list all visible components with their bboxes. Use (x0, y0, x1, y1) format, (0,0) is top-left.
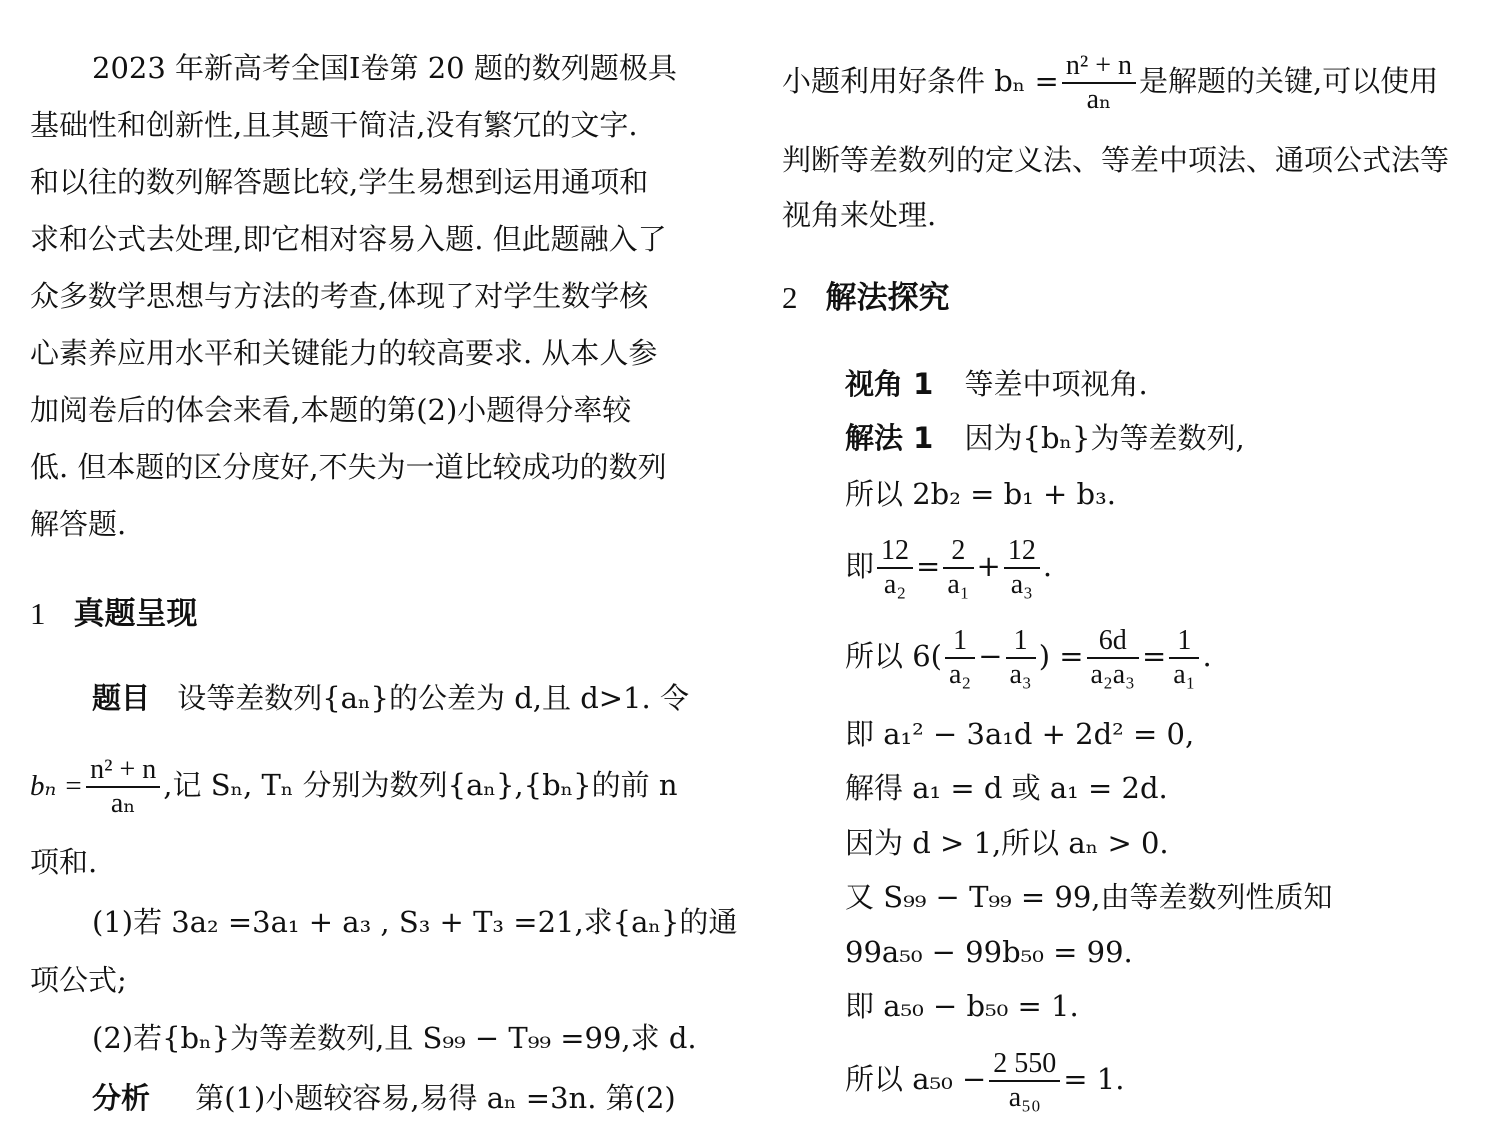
analysis-cont: 视角来处理. (782, 198, 937, 232)
intro-line: 和以往的数列解答题比较,学生易想到运用通项和 (30, 165, 649, 199)
section-title: 解法探究 (825, 280, 950, 316)
operator: = (1141, 639, 1167, 673)
solution-step: 因为 d > 1,所以 aₙ > 0. (845, 826, 1169, 860)
fraction-numerator: 1 (953, 625, 968, 657)
fraction-denominator: a₃ (1010, 568, 1033, 600)
fraction-denominator: a₃ (1009, 658, 1032, 690)
solution-text: 因为{bₙ}为等差数列, (964, 421, 1245, 455)
bn-fraction (86, 754, 160, 820)
intro-line: 解答题. (30, 507, 127, 541)
fraction-denominator: aₙ (110, 787, 136, 819)
analysis-cont-pre: 小题利用好条件 bₙ = (782, 64, 1059, 98)
solution-step: 解得 a₁ = d 或 a₁ = 2d. (845, 771, 1168, 805)
fraction-numerator: 6d (1098, 625, 1127, 657)
problem-text: 设等差数列{aₙ}的公差为 d,且 d>1. 令 (177, 681, 689, 715)
fraction (943, 535, 973, 601)
fraction-denominator: aₙ (1086, 83, 1112, 115)
fraction-numerator: 12 (881, 535, 910, 567)
fraction (1087, 625, 1139, 691)
solution-step (845, 620, 1212, 692)
question-2: (2)若{bₙ}为等差数列,且 S₉₉ − T₉₉ =99,求 d. (92, 1021, 697, 1055)
intro-line: 基础性和创新性,且其题干简洁,没有繁冗的文字. (30, 108, 638, 142)
fraction-numerator: 1 (1177, 625, 1192, 657)
operator: ) = (1038, 639, 1084, 673)
operator: + (976, 549, 1001, 583)
solution-step: 即 a₅₀ − b₅₀ = 1. (845, 989, 1079, 1023)
fraction (877, 535, 913, 601)
intro-line: 低. 但本题的区分度好,不失为一道比较成功的数列 (30, 450, 667, 484)
problem-label: 题目 (92, 681, 151, 715)
fraction-denominator: a₂ (883, 568, 907, 600)
fraction (945, 625, 975, 691)
solution-step: 又 S₉₉ − T₉₉ = 99,由等差数列性质知 (845, 880, 1333, 914)
period: . (1202, 639, 1212, 673)
fraction-denominator: a₁ (1173, 658, 1196, 690)
solution-step: 99a₅₀ − 99b₅₀ = 99. (845, 935, 1133, 969)
fraction-denominator: a₅₀ (1008, 1081, 1041, 1113)
intro-line: 心素养应用水平和关键能力的较高要求. 从本人参 (30, 336, 658, 370)
solution-label: 解法 1 (845, 421, 934, 455)
step-prefix: 所以 6( (845, 639, 942, 673)
section-title: 真题呈现 (73, 596, 198, 632)
fraction (1169, 625, 1199, 691)
fraction-denominator: a₂ (948, 658, 972, 690)
problem-statement (30, 678, 689, 718)
fraction-denominator: a₁ (947, 568, 970, 600)
solution-heading (845, 418, 1245, 458)
step-suffix: = 1. (1063, 1062, 1125, 1096)
section-heading-1 (30, 594, 198, 634)
question-1-cont: 项公式; (30, 963, 127, 997)
fraction-numerator: n² + n (1065, 50, 1133, 82)
fraction-numerator: 2 550 (993, 1048, 1057, 1080)
section-heading-2 (782, 278, 950, 318)
intro-line: 加阅卷后的体会来看,本题的第(2)小题得分率较 (30, 393, 632, 427)
fraction (1004, 535, 1040, 601)
problem-line: 项和. (30, 845, 98, 879)
fraction-numerator: 1 (1013, 625, 1028, 657)
intro-line: 2023 年新高考全国Ⅰ卷第 20 题的数列题极具 (92, 51, 677, 85)
analysis (30, 1078, 676, 1118)
step-prefix: 即 (845, 549, 875, 583)
intro-line: 众多数学思想与方法的考查,体现了对学生数学核 (30, 279, 649, 313)
section-number: 2 (782, 280, 798, 315)
analysis-cont: 判断等差数列的定义法、等差中项法、通项公式法等 (782, 143, 1450, 177)
bn-lhs: bₙ = (30, 770, 84, 802)
fraction-denominator: a₂a₃ (1090, 658, 1135, 690)
fraction-numerator: n² + n (90, 754, 157, 786)
bn-fraction (1062, 50, 1136, 116)
view-label: 视角 1 (845, 367, 934, 401)
solution-step: 即 a₁² − 3a₁d + 2d² = 0, (845, 717, 1195, 751)
analysis-cont (782, 45, 1438, 117)
solution-step (845, 530, 1052, 602)
step-prefix: 所以 a₅₀ − (845, 1062, 987, 1096)
fraction-numerator: 12 (1007, 535, 1036, 567)
analysis-cont-post: 是解题的关键,可以使用 (1139, 64, 1439, 98)
analysis-label: 分析 (92, 1081, 151, 1115)
fraction-numerator: 2 (951, 535, 966, 567)
solution-step (845, 1043, 1124, 1115)
analysis-text: 第(1)小题较容易,易得 aₙ =3n. 第(2) (195, 1081, 676, 1115)
operator: − (978, 639, 1003, 673)
view-text: 等差中项视角. (964, 367, 1148, 401)
bn-rest: ,记 Sₙ, Tₙ 分别为数列{aₙ},{bₙ}的前 n (163, 768, 678, 802)
question-1: (1)若 3a₂ =3a₁ + a₃ , S₃ + T₃ =21,求{aₙ}的通 (92, 905, 738, 939)
fraction (989, 1048, 1060, 1114)
period: . (1042, 549, 1053, 583)
fraction (1006, 625, 1036, 691)
intro-line: 求和公式去处理,即它相对容易入题. 但此题融入了 (30, 222, 667, 256)
view-heading (845, 364, 1148, 404)
operator: = (916, 549, 941, 583)
solution-step: 所以 2b₂ = b₁ + b₃. (845, 477, 1116, 511)
section-number: 1 (30, 596, 46, 631)
bn-definition (30, 752, 678, 820)
